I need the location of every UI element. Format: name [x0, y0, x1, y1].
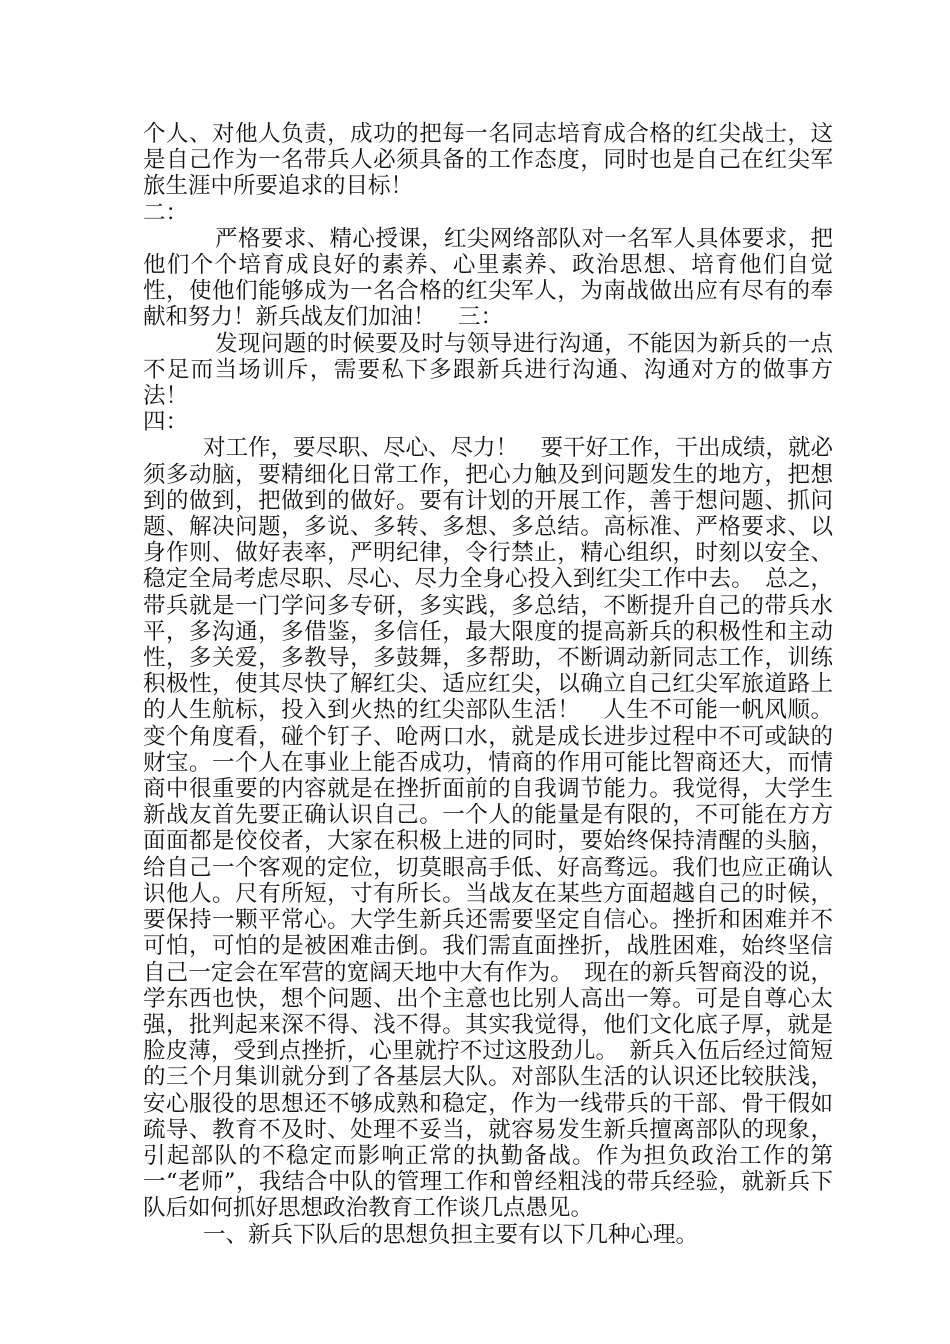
paragraph-four: 对工作，要尽职、尽心、尽力！ 要干好工作，干出成绩，就必须多动脑，要精细化日常工作，把心力触及到问题发生的地方，把想到的做到，把做到的做好。要有计划的开展工作，善于想问题、抓问题、解决问题，多说、多转、多想、多总结。高标准、严格要求、以身作则、做好表率，严明纪律，令行禁止，精心组织，时刻以安全、稳定全局考虑尽职、尽心、尽力全身心投入到红尖工作中去。 总之，带兵就是一门学问多专研，多实践，多总结，不断提升自己的带兵水平，多沟通，多借鉴，多信任，最大限度的提高新兵的积极性和主动性，多关爱，多教导，多鼓舞，多帮助，不断调动新同志工作，训练积极性，使其尽快了解红尖、适应红尖，以确立自己红尖军旅道路上的人生航标，投入到火热的红尖部队生活！ 人生不可能一帆风顺。变个角度看，碰个钉子、呛两口水，就是成长进步过程中不可或缺的财宝。一个人在事业上能否成功，情商的作用可能比智商还大，而情商中很重要的内容就是在挫折面前的自我调节能力。我觉得，大学生新战友首先要正确认识自己。一个人的能量是有限的，不可能在方方面面都是佼佼者，大家在积极上进的同时，要始终保持清醒的头脑，给自己一个客观的定位，切莫眼高手低、好高骛远。我们也应正确认识他人。尺有所短，寸有所长。当战友在某些方面超越自己的时候，要保持一颗平常心。大学生新兵还需要坚定自信心。挫折和困难并不可怕，可怕的是被困难击倒。我们需直面挫折，战胜困难，始终坚信自己一定会在军营的宽阔天地中大有作为。 现在的新兵智商没的说，学东西也快，想个问题、出个主意也比别人高出一筹。可是自尊心太强，批判起来深不得、浅不得。其实我觉得，他们文化底子厚，就是脸皮薄，受到点挫折，心里就拧不过这股劲儿。 新兵入伍后经过简短的三个月集训就分到了各基层大队。对部队生活的认识还比较肤浅，安心服役的思想还不够成熟和稳定，作为一线带兵的干部、骨干假如疏导、教育不及时、处理不妥当，就容易发生新兵擅离部队的现象，引起部队的不稳定而影响正常的执勤备战。作为担负政治工作的第一“老师”，我结合中队的管理工作和曾经粗浅的带兵经验，就新兵下队后如何抓好思想政治教育工作谈几点愚见。 — [143, 435, 834, 1222]
section-heading-four: 四： — [143, 409, 189, 436]
section-heading-one: 一、新兵下队后的思想负担主要有以下几种心理。 — [203, 1221, 699, 1248]
paragraph-two: 严格要求、精心授课，红尖网络部队对一名军人具体要求，把他们个个培育成良好的素养、心里素养、政治思想、培育他们自觉性，使他们能够成为一名合格的红尖军人，为南战做出应有尽有的奉献和努力！新兵战友们加油！ 三： — [143, 225, 833, 331]
section-heading-two: 二： — [143, 199, 189, 226]
document-body — [143, 121, 833, 1248]
paragraph-intro: 个人、对他人负责，成功的把每一名同志培育成合格的红尖战士，这是自己作为一名带兵人必须具备的工作态度，同时也是自己在红尖军旅生涯中所要追求的目标！ — [143, 121, 833, 200]
paragraph-three: 发现问题的时候要及时与领导进行沟通，不能因为新兵的一点不足而当场训斥，需要私下多跟新兵进行沟通、沟通对方的做事方法！ — [143, 330, 833, 410]
